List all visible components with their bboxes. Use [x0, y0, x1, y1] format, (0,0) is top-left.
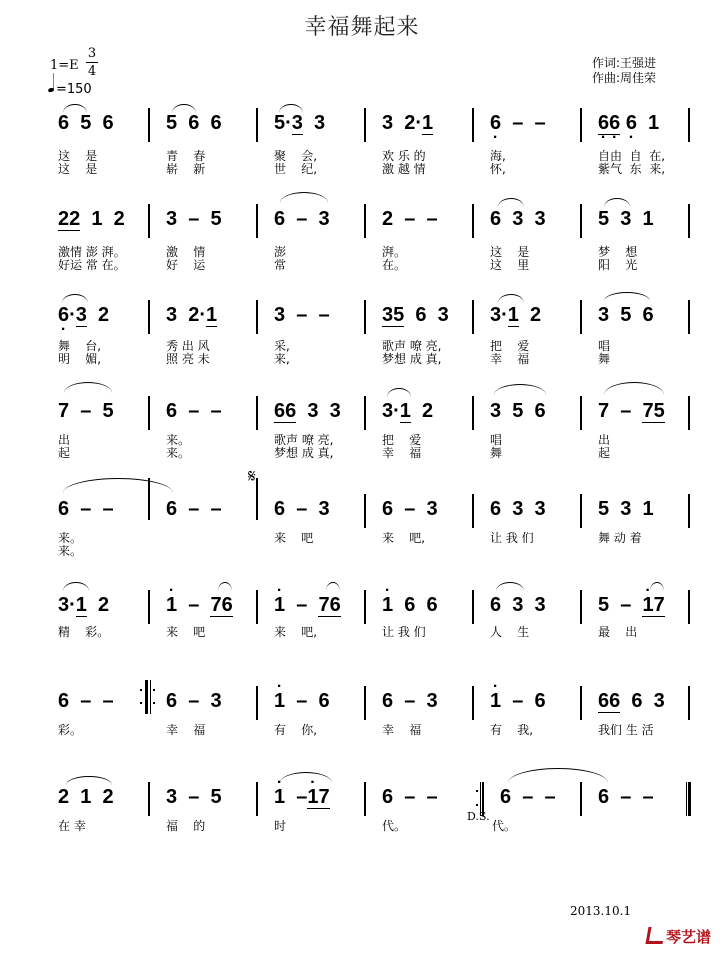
lyric-line: 青 春 [166, 149, 206, 163]
barline [688, 300, 690, 334]
barline [148, 590, 150, 624]
score-row-3 [0, 296, 724, 386]
lyric-line: 歌声 嘹 亮, [382, 339, 442, 353]
barline [364, 686, 366, 720]
lyric-line: 舞 [490, 446, 503, 460]
barline [148, 782, 150, 816]
measure-notes: 3 5 6 [598, 304, 654, 326]
barline [688, 108, 690, 142]
slur [326, 582, 340, 591]
barline [580, 590, 582, 624]
barline [256, 396, 258, 430]
barline [148, 108, 150, 142]
lyric-line: 常 [274, 258, 287, 272]
barline [256, 782, 258, 816]
slur [496, 582, 524, 591]
slur [62, 294, 88, 303]
measure-notes: 2 – – [382, 208, 438, 230]
lyric-line: 这 是 [490, 245, 530, 259]
lyric-line: 代。 [382, 819, 407, 833]
barline [688, 686, 690, 720]
measure-notes: · 1 – 76 [274, 594, 341, 617]
lyric-line: 照 亮 未 [166, 352, 210, 366]
measure-notes: 5 6 6 [166, 112, 222, 134]
measure-notes: 6 5 6 [58, 112, 114, 134]
measure-notes: 7 – 5 [58, 400, 114, 422]
lyric-line: 来。 [58, 531, 83, 545]
lyric-line: 福 的 [166, 819, 206, 833]
lyric-line: 唱 [598, 339, 611, 353]
lyric-line: 起 [58, 446, 71, 460]
repeat-start-barline [143, 680, 153, 714]
measure-notes: 6 – – [166, 498, 222, 520]
lyric-line: 歌声 嘹 亮, [274, 433, 334, 447]
measure-notes: · 1 – 6 [490, 690, 546, 713]
score-row-8 [0, 778, 724, 868]
lyric-line: 起 [598, 446, 611, 460]
barline [364, 204, 366, 238]
lyric-line: 人 生 [490, 625, 530, 639]
logo-text: 琴艺谱 [666, 928, 712, 946]
barline [256, 590, 258, 624]
slur [498, 198, 524, 207]
measure-notes: 6 ·6 · 6 · 1 [598, 112, 659, 135]
score-row-2 [0, 200, 724, 290]
barline [256, 686, 258, 720]
lyric-line: 崭 新 [166, 162, 206, 176]
site-logo [647, 926, 711, 947]
barline [256, 108, 258, 142]
measure-notes: 3 – 5 [166, 786, 222, 808]
barline [472, 396, 474, 430]
measure-notes: 2 1 2 [58, 786, 114, 808]
song-title: 幸福舞起来 [304, 15, 420, 40]
lyric-line: 在。 [382, 258, 407, 272]
measure-notes: 6 – 3 [382, 498, 438, 520]
barline [580, 396, 582, 430]
measure-notes: 6 – – [598, 786, 654, 808]
lyric-line: 幸 福 [490, 352, 530, 366]
composer: 作曲:周佳荣 [592, 71, 657, 85]
lyric-line: 自由 自 在, [598, 149, 666, 163]
slur [66, 776, 112, 785]
lyric-line: 激 越 情 [382, 162, 426, 176]
measure-notes: 6 – – [166, 400, 222, 422]
barline [364, 108, 366, 142]
measure-notes: 6 · – – [490, 112, 546, 135]
measure-notes: 6 – 3 [274, 208, 330, 230]
barline [364, 396, 366, 430]
lyric-line: 出 [598, 433, 611, 447]
measure-notes: 3 2·1 [382, 112, 434, 134]
lyric-line: 来 吧, [382, 531, 426, 545]
measure-notes: 22 1 2 [58, 208, 125, 230]
slur [650, 582, 664, 591]
lyric-line: 好运 常 在。 [58, 258, 126, 272]
lyric-line: 幸 福 [382, 446, 422, 460]
lyric-line: 来, [274, 352, 290, 366]
measure-notes: 6 3 3 [490, 594, 546, 616]
dal-segno-label: D.S. [467, 810, 490, 823]
key-signature: 1=E [50, 58, 79, 73]
measure-notes: 5·3 3 [274, 112, 326, 134]
lyric-line: 秀 出 风 [166, 339, 210, 353]
meter-bottom: 4 [87, 64, 97, 79]
meter-divider [86, 62, 98, 63]
lyric-line: 唱 [490, 433, 503, 447]
barline [364, 494, 366, 528]
lyric-line: 聚 会, [274, 149, 318, 163]
lyric-line: 来 吧 [274, 531, 314, 545]
slur [387, 388, 411, 397]
slur [604, 198, 630, 207]
quarter-note-icon [48, 82, 56, 94]
score-row-6 [0, 586, 724, 676]
tempo-value: =150 [56, 82, 92, 97]
barline [580, 300, 582, 334]
score-row-7 [0, 682, 724, 772]
lyric-line: 幸 福 [382, 723, 422, 737]
lyric-line: 有 我, [490, 723, 534, 737]
lyric-line: 海, [490, 149, 506, 163]
measure-notes: 3·1 2 [58, 594, 110, 616]
segno-icon: 𝄋 [248, 466, 256, 487]
measure-notes: 66 6 3 [598, 690, 665, 712]
barline [148, 204, 150, 238]
lyric-line: 最 出 [598, 625, 638, 639]
lyric-line: 阳 光 [598, 258, 638, 272]
barline [364, 300, 366, 334]
barline [472, 108, 474, 142]
lyric-line: 梦想 成 真, [274, 446, 334, 460]
lyric-line: 激 情 [166, 245, 206, 259]
credits [592, 56, 656, 86]
slur [218, 582, 232, 591]
lyric-line: 来。 [58, 544, 83, 558]
logo-mark-icon [646, 927, 666, 944]
measure-notes: 3 – 5 [166, 208, 222, 230]
lyric-line: 来。 [166, 446, 191, 460]
barline [580, 204, 582, 238]
barline [580, 686, 582, 720]
measure-notes: 35 6 3 [382, 304, 449, 326]
lyric-line: 采, [274, 339, 290, 353]
lyric-line: 激情 澎 湃。 [58, 245, 126, 259]
barline [472, 590, 474, 624]
barline [580, 494, 582, 528]
tempo-marking [48, 82, 92, 97]
lyric-line: 让 我 们 [490, 531, 534, 545]
lyric-line: 明 媚, [58, 352, 102, 366]
measure-notes: 6 – – [58, 690, 114, 712]
lyric-line: 世 纪, [274, 162, 318, 176]
measure-notes: 3 – – [274, 304, 330, 326]
lyric-line: 澎 [274, 245, 287, 259]
lyric-line: 梦想 成 真, [382, 352, 442, 366]
lyric-line: 这 是 [58, 162, 98, 176]
measure-notes: 3 5 6 [490, 400, 546, 422]
slur [63, 582, 89, 591]
lyric-line: 舞 台, [58, 339, 102, 353]
measure-notes: 6 – – [382, 786, 438, 808]
barline [472, 494, 474, 528]
measure-notes: 5 3 1 [598, 208, 654, 230]
lyric-line: 我们 生 活 [598, 723, 654, 737]
lyric-line: 让 我 们 [382, 625, 426, 639]
barline [148, 396, 150, 430]
lyric-line: 湃。 [382, 245, 407, 259]
measure-notes: 6 ··3 2 [58, 304, 109, 327]
slur [604, 292, 650, 301]
measure-notes: 6 – 3 [382, 690, 438, 712]
score-row-1 [0, 104, 724, 194]
measure-notes: 3 2·1 [166, 304, 218, 326]
lyric-line: 出 [58, 433, 71, 447]
measure-notes: 3·1 2 [490, 304, 542, 326]
barline [688, 204, 690, 238]
barline [688, 494, 690, 528]
measure-notes: 6 – 3 [274, 498, 330, 520]
score-row-4 [0, 392, 724, 482]
lyric-line: 怀, [490, 162, 506, 176]
barline [580, 782, 582, 816]
lyric-line: 有 你, [274, 723, 318, 737]
lyricist: 作词:王强进 [592, 56, 657, 70]
barline [256, 204, 258, 238]
measure-notes: · 1 6 6 [382, 594, 438, 617]
slur [280, 772, 332, 783]
measure-notes: 5 3 1 [598, 498, 654, 520]
measure-notes: · 1 – 76 [166, 594, 233, 617]
lyric-line: 把 爱 [490, 339, 530, 353]
measure-notes: 6 – – [500, 786, 556, 808]
lyric-line: 把 爱 [382, 433, 422, 447]
measure-notes: 66 3 3 [274, 400, 341, 422]
time-signature [86, 46, 98, 79]
lyric-line: 梦 想 [598, 245, 638, 259]
lyric-line: 幸 福 [166, 723, 206, 737]
lyric-line: 舞 [598, 352, 611, 366]
lyric-line: 欢 乐 的 [382, 149, 426, 163]
lyric-line: 来 吧 [166, 625, 206, 639]
measure-notes: 6 3 3 [490, 498, 546, 520]
score-row-5 [0, 466, 724, 580]
lyric-line: 精 彩。 [58, 625, 110, 639]
lyric-line: 紫气 东 来, [598, 162, 666, 176]
lyric-line: 彩。 [58, 723, 83, 737]
barline [364, 782, 366, 816]
measure-notes: · 1 –· 17 [274, 786, 330, 809]
date-stamp: 2013.10.1 [570, 904, 632, 918]
lyric-line: 这 里 [490, 258, 530, 272]
measure-notes: 7 – 75 [598, 400, 665, 422]
lyric-line: 这 是 [58, 149, 98, 163]
barline [580, 108, 582, 142]
measure-notes: 6 – – [58, 498, 114, 520]
barline [688, 590, 690, 624]
measure-notes: 6 – 3 [166, 690, 222, 712]
measure-notes: 3·1 2 [382, 400, 434, 422]
barline [472, 204, 474, 238]
lyric-line: 代。 [492, 819, 517, 833]
barline [364, 590, 366, 624]
lyric-line: 时 [274, 819, 287, 833]
barline [472, 686, 474, 720]
barline [148, 300, 150, 334]
lyric-line: 在 幸 [58, 819, 86, 833]
barline [688, 396, 690, 430]
measure-notes: · 1 – 6 [274, 690, 330, 713]
lyric-line: 来 吧, [274, 625, 318, 639]
barline [256, 478, 258, 520]
meter-top: 3 [87, 46, 97, 61]
barline [472, 300, 474, 334]
measure-notes: 6 3 3 [490, 208, 546, 230]
lyric-line: 好 运 [166, 258, 206, 272]
barline [256, 300, 258, 334]
final-barline [686, 782, 692, 816]
lyric-line: 来。 [166, 433, 191, 447]
measure-notes: 5 – · 17 [598, 594, 665, 617]
slur [498, 294, 524, 303]
lyric-line: 舞 动 着 [598, 531, 642, 545]
